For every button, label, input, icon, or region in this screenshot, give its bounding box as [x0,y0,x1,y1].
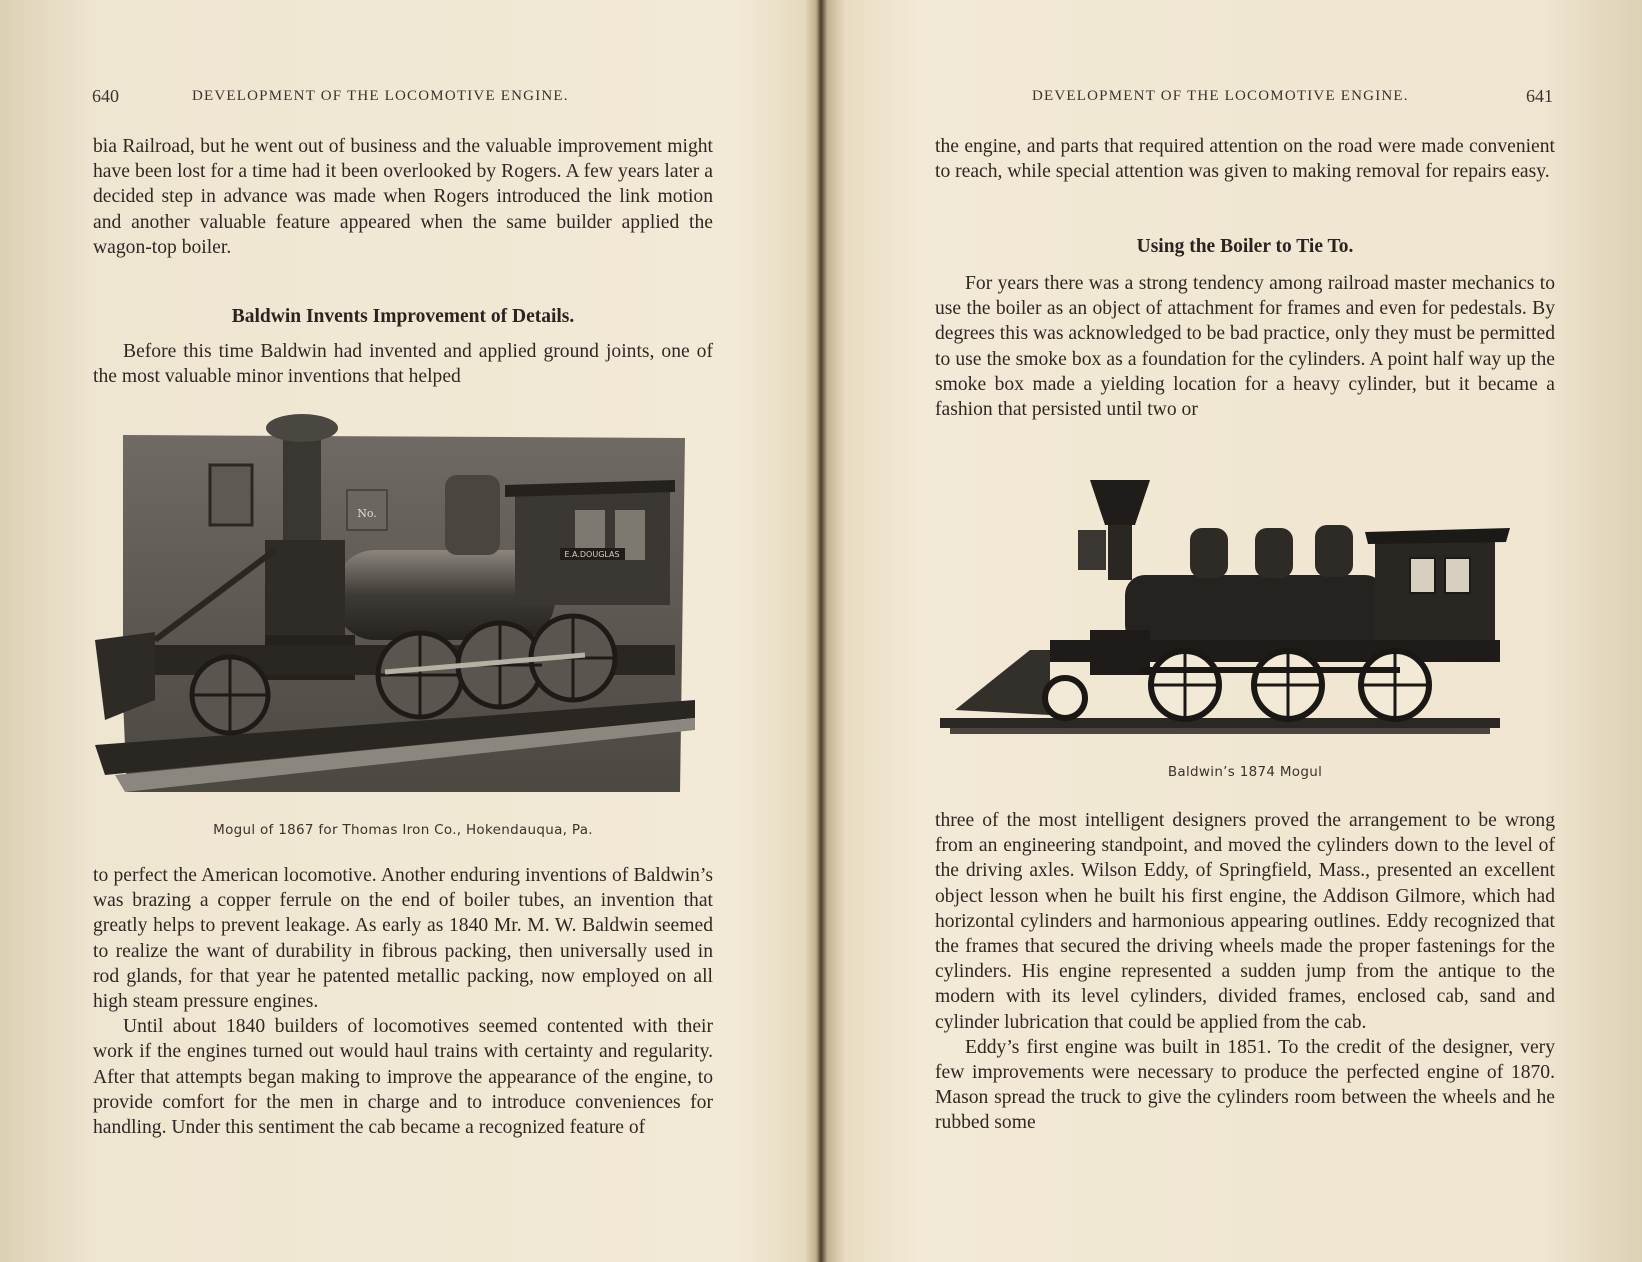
paragraph: the engine, and parts that required attention on the road were made convenient to reach, while special attention was given to making removal for repairs easy. [935,136,1555,183]
body-text-block [935,134,1555,184]
locomotive-photo-figure [95,400,710,800]
page-number: 641 [1526,86,1553,106]
domes [1190,525,1353,578]
smokestack [1090,480,1150,525]
running-head: DEVELOPMENT OF THE LOCOMOTIVE ENGINE. [1032,88,1409,104]
section-heading: Using the Boiler to Tie To. [1136,236,1354,257]
smokebox [265,540,345,650]
smokestack [283,428,321,558]
figure-caption: Mogul of 1867 for Thomas Iron Co., Hokendauqua, Pa. [213,822,593,838]
track [940,718,1500,728]
paragraph: Eddy’s first engine was built in 1851. To the credit of the designer, very few improvements were necessary to produce the perfected engine of 1870. Mason spread the truck to give the cylinders room between the wheels and he rubbed some [935,1036,1555,1134]
steam-dome [445,475,500,555]
body-text-block [93,863,713,1140]
body-text-block [935,808,1555,1136]
body-text-block [93,134,713,260]
paragraph: three of the most intelligent designers proved the arrangement to be wrong from an engineering standpoint, and moved the cylinders down to the level of the driving axles. Wilson Eddy, of Springfield, Mass., presented an excellent object lesson when he built his first engine, the Addison Gilmore, which had horizontal cylinders and harmonious appearing outlines. Eddy recognized that the frames that secured the driving wheels made the proper fastenings for the cylinders. His engine represented a sudden jump from the antique to the modern with its level cylinders, divided frames, enclosed cab, sand and cylinder lubrication that could be applied from the cab. [935,810,1555,1033]
left-page [0,0,820,1262]
boiler [1125,575,1385,645]
svg-text:E.A.DOUGLAS: E.A.DOUGLAS [564,550,620,559]
right-page [822,0,1642,1262]
page-number: 640 [92,86,119,106]
headlamp [210,465,252,525]
locomotive-engraving-figure [940,470,1520,750]
running-head: DEVELOPMENT OF THE LOCOMOTIVE ENGINE. [192,88,569,104]
paragraph: For years there was a strong tendency among railroad master mechanics to use the boiler as an object of attachment for frames and even for pedestals. By degrees this was acknowledged to be bad practice, only they must be permitted to use the smoke box as a foundation for the cylinders. A point half way up the smoke box made a yielding location for a heavy cylinder, but it became a fashion that persisted until two or [935,273,1555,421]
paragraph: Until about 1840 builders of locomotives seemed contented with their work if the engines turned out would haul trains with certainty and regularity. After that attempts began making to improve the appearance of the engine, to provide comfort for the men in charge and to introduce conveniences for handling. Under this sentiment the cab became a recognized feature of [93,1016,713,1139]
body-text-block [93,339,713,389]
headlamp [1078,530,1106,570]
section-heading: Baldwin Invents Improvement of Details. [231,306,575,327]
figure-caption: Baldwin’s 1874 Mogul [1167,764,1323,780]
paragraph: to perfect the American locomotive. Another enduring inventions of Baldwin’s was brazing a copper ferrule on the end of boiler tubes, an invention that greatly helps to prevent leakage. As early as 1840 Mr. M. W. Baldwin seemed to realize the want of durability in fibrous packing, then universally used in rod glands, for that year he patented metallic packing, now employed on all high steam pressure engines. [93,865,713,1013]
body-text-block [935,271,1555,422]
paragraph: Before this time Baldwin had invented and applied ground joints, one of the most valuable minor inventions that helped [93,341,713,388]
paragraph: bia Railroad, but he went out of business and the valuable improvement might have been lost for a time had it been overlooked by Rogers. A few years later a decided step in advance was made when Rogers introduced the link motion and another valuable feature appeared when the same builder applied the wagon-top boiler. [93,136,713,258]
number-plate: No. [357,507,377,520]
pilot [955,650,1050,715]
